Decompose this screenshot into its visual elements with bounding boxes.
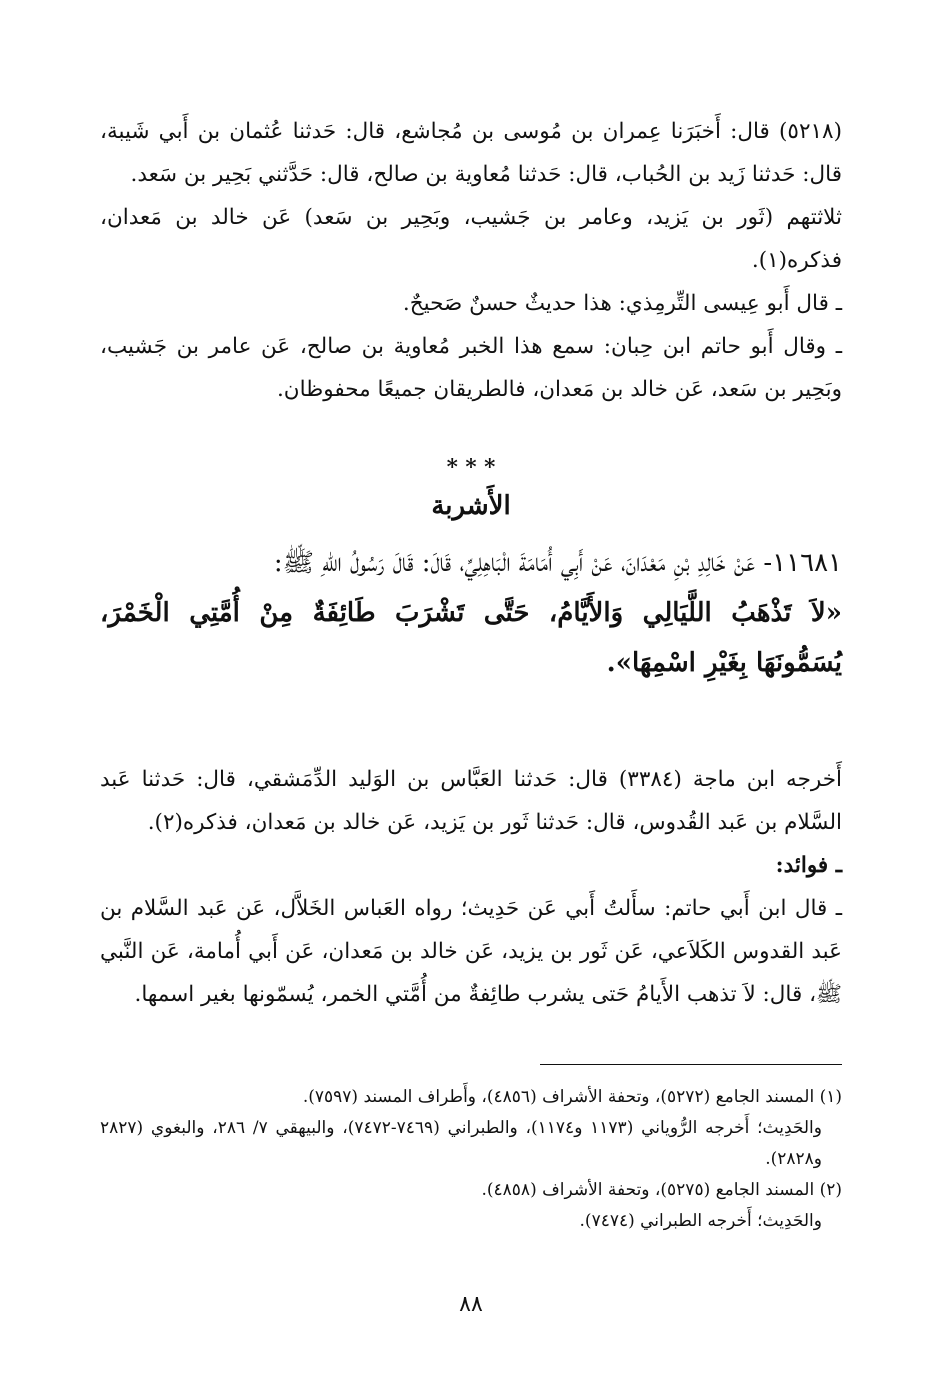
hadith-text: «لاَ تَذْهَبُ اللَّيَالِي وَالأَيَّامُ، حَتَّى تَشْرَبَ طَائِفَةٌ مِنْ أُمَّتِي الْخَمْرَ، يُسَمُّونَهَا بِغَيْرِ اسْمِهَا». [100, 598, 842, 678]
fawaid-label: ـ فوائد: [775, 853, 842, 878]
footnote-1: (١) المسند الجامع (٥٢٧٢)، وتحفة الأشراف (٤٨٥٦)، وأَطراف المسند (٧٥٩٧). [302, 1087, 842, 1107]
section-separator: * * * [446, 455, 496, 480]
hadith-header: ١١٦٨١- عَنْ خَالِدِ بْنِ مَعْدَانَ، عَنْ أَبِي أُمَامَةَ الْبَاهِلِيِّ، قَالَ: قَالَ رَسُولُ اللهِ ﷺ: [273, 548, 842, 578]
chain-summary-paragraph: ثلاثتهم (ثَور بن يَزيد، وعامر بن جَشيب، وبَحِير بن سَعد) عَن خالد بن مَعدان، فذكره(١). [100, 205, 842, 273]
footnote-2-continuation: والحَدِيث؛ أَخرجه الطبراني (٧٤٧٤). [579, 1211, 822, 1231]
tirmidhi-grading: ـ قال أَبو عِيسى التِّرمِذي: هذا حديثٌ حسنٌ صَحيحٌ. [402, 291, 842, 316]
hadith-chain-section [100, 110, 842, 411]
page-number: ٨٨ [459, 1292, 483, 1317]
footnote-divider [540, 1064, 842, 1065]
footnote-1-continuation: والحَدِيث؛ أَخرجه الرُّوياني (١١٧٣ و١١٧٤)، والطبراني (٧٤٦٩-٧٤٧٢)، والبيهقي ٧/ ٢٨٦، والبغوي (٢٨٢٧ و٢٨٢٨). [100, 1118, 822, 1169]
hadith-section [100, 538, 842, 688]
takhrij-paragraph: أَخرجه ابن ماجة (٣٣٨٤) قال: حَدثنا العَبَّاس بن الوَليد الدِّمَشقي، قال: حَدثنا عَبد السَّلام بن عَبد القُدوس، قال: حَدثنا ثَور بن يَزيد، عَن خالد بن مَعدان، فذكره(٢). [100, 767, 842, 835]
takhrij-section [100, 758, 842, 1016]
fawaid-paragraph: ـ قال ابن أَبي حاتم: سأَلتُ أَبي عَن حَدِيث؛ رواه العَباس الخَلاَّل، عَن عَبد السَّلام بن عَبد القدوس الكَلاَعي، عَن ثَور بن يزيد، عَن خالد بن مَعدان، عَن أَبي أُمامة، عَن النَّبي ﷺ، قال: لاَ تذهب الأَيامُ حَتى يشرب طائِفةٌ من أُمَّتي الخمر، يُسمّونها بغير اسمها. [100, 896, 842, 1007]
ibn-hibban-comment: ـ وقال أَبو حاتم ابن حِبان: سمع هذا الخبر مُعاوية بن صالح، عَن عامر بن جَشيب، وبَحِير بن سَعد، عَن خالد بن مَعدان، فالطريقان جميعًا محفوظان. [100, 334, 842, 402]
section-title: الأَشربة [431, 491, 511, 521]
footnotes [100, 1082, 842, 1237]
footnote-2: (٢) المسند الجامع (٥٢٧٥)، وتحفة الأشراف (٤٨٥٨). [481, 1180, 842, 1200]
chain-paragraph: (٥٢١٨) قال: أَخبَرَنا عِمران بن مُوسى بن مُجاشع، قال: حَدثنا عُثمان بن أَبي شَيبة، قال: حَدثنا زَيد بن الحُباب، قال: حَدثنا مُعاوية بن صالح، قال: حَدَّثني بَحِير بن سَعد. [100, 119, 842, 187]
